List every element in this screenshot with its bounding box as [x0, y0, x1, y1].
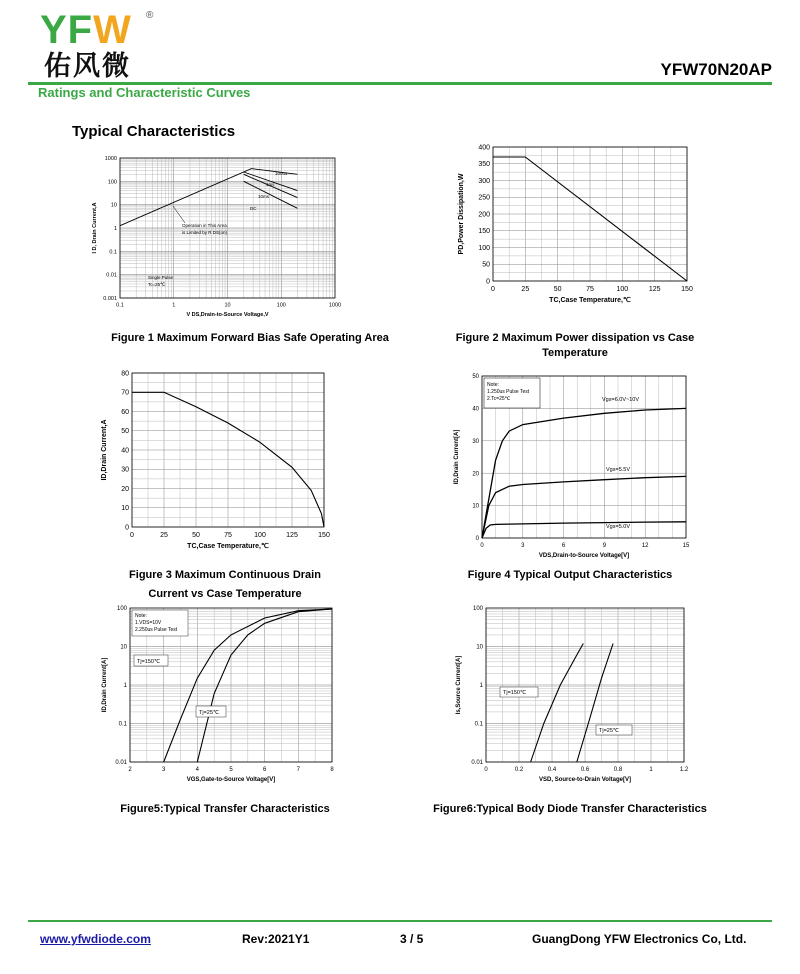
x-axis-label: TC,Case Temperature,℃ [187, 543, 269, 550]
x-tick-label: 0 [491, 286, 495, 293]
y-tick-label: 1000 [104, 155, 117, 162]
y-tick-label: 70 [121, 389, 129, 397]
x-tick-label: 100 [616, 286, 629, 293]
data-series-line [120, 169, 297, 226]
figure-4-chart [448, 368, 698, 568]
figure-5-chart [96, 602, 341, 787]
x-tick-label: 1000 [328, 302, 342, 309]
y-tick-label: 10 [472, 503, 479, 510]
x-tick-label: 4 [195, 767, 200, 773]
safe-operating-area-chart [70, 148, 370, 328]
y-tick-label: 1 [479, 683, 483, 690]
drain-current-vs-temperature-chart [96, 367, 336, 557]
curve-label: Tj=150℃ [137, 659, 161, 665]
power-dissipation-chart [445, 143, 705, 313]
x-tick-label: 6 [561, 543, 566, 549]
data-series-line [482, 522, 686, 538]
x-tick-label: 3 [521, 543, 525, 549]
x-tick-label: 25 [160, 532, 168, 539]
x-tick-label: 3 [161, 767, 166, 773]
data-series-line [482, 476, 686, 538]
section-title: Typical Characteristics [72, 123, 236, 140]
x-tick-label: 150 [681, 286, 693, 293]
y-axis-label: PD,Power Dissipation,W [458, 173, 465, 255]
registered-mark: ® [146, 10, 154, 21]
website-link[interactable]: www.yfwdiode.com [40, 932, 151, 946]
y-tick-label: 30 [121, 466, 129, 474]
figure-3-caption-line1: Figure 3 Maximum Continuous Drain [129, 569, 321, 581]
output-characteristics-chart [448, 368, 698, 568]
revision: Rev:2021Y1 [242, 932, 310, 946]
data-series-line [577, 644, 613, 763]
transfer-characteristics-chart [96, 602, 341, 787]
body-diode-chart [448, 602, 698, 787]
curve-label: Tj=25℃ [199, 710, 220, 716]
note-text: 1.VDS=10V [135, 620, 162, 626]
x-axis-label: VDS,Drain-to-Source Voltage[V] [538, 553, 630, 559]
curve-label: DC [250, 206, 257, 211]
x-tick-label: 125 [286, 532, 298, 539]
y-tick-label: 60 [121, 408, 129, 416]
part-number: YFW70N20AP [660, 60, 772, 79]
x-tick-label: 6 [262, 767, 267, 773]
x-tick-label: 1.2 [679, 767, 689, 773]
y-tick-label: 250 [478, 194, 490, 202]
curve-label: Tj=150℃ [503, 690, 527, 696]
y-tick-label: 0.01 [471, 760, 483, 767]
figure-4-caption: Figure 4 Typical Output Characteristics [467, 569, 673, 581]
y-tick-label: 0 [475, 536, 479, 543]
y-tick-label: 0.01 [106, 272, 117, 279]
website-link-wrap [40, 932, 151, 946]
footer-divider [28, 920, 772, 922]
figure-3-chart [96, 367, 336, 557]
y-tick-label: 80 [121, 370, 129, 378]
page-subtitle: Ratings and Characteristic Curves [38, 85, 251, 100]
y-tick-label: 0 [125, 524, 129, 532]
x-tick-label: 1 [172, 302, 176, 309]
company-logo [40, 8, 170, 82]
x-tick-label: 9 [602, 543, 607, 549]
x-tick-label: 15 [682, 543, 690, 549]
x-tick-label: 0.8 [613, 767, 623, 773]
y-tick-label: 10 [476, 644, 483, 651]
figure-5-caption: Figure5:Typical Transfer Characteristics [120, 803, 330, 815]
y-tick-label: 100 [472, 606, 483, 613]
x-tick-label: 50 [192, 532, 200, 539]
y-tick-label: 100 [107, 179, 117, 186]
annotation-text: Tc=25℃ [148, 282, 166, 287]
x-tick-label: 2 [128, 767, 132, 773]
y-tick-label: 10 [110, 202, 117, 209]
x-tick-label: 12 [641, 543, 649, 549]
x-tick-label: 75 [586, 286, 594, 293]
figure-2-chart [445, 143, 705, 313]
x-tick-label: 0.2 [514, 767, 524, 773]
y-tick-label: 350 [478, 161, 490, 169]
x-axis-label: VSD, Source-to-Drain Voltage[V] [539, 777, 631, 783]
y-tick-label: 0.1 [474, 721, 483, 728]
y-tick-label: 100 [116, 606, 127, 613]
note-text: 1.250us Pulse Test [487, 389, 530, 395]
x-tick-label: 0 [130, 532, 134, 539]
annotation-text: Single Pulse [148, 275, 174, 280]
note-text: 2.Tc=25℃ [487, 396, 511, 402]
y-tick-label: 0.01 [115, 760, 127, 767]
company-name: GuangDong YFW Electronics Co, Ltd. [532, 932, 747, 946]
figure-6-caption: Figure6:Typical Body Diode Transfer Characteristics [433, 803, 707, 815]
x-tick-label: 7 [296, 767, 301, 773]
y-tick-label: 0.1 [118, 721, 127, 728]
logo-chinese-name: 佑风微 [44, 51, 131, 82]
y-tick-label: 1 [123, 683, 127, 690]
curve-label: 1ms [266, 182, 275, 187]
y-tick-label: 30 [472, 438, 479, 445]
x-tick-label: 0.6 [580, 767, 590, 773]
y-tick-label: 20 [121, 485, 129, 493]
y-axis-label: ID,Drain Current,A [101, 419, 108, 481]
x-tick-label: 75 [224, 532, 232, 539]
y-tick-label: 1 [113, 225, 117, 232]
curve-label: 10ms [258, 194, 270, 199]
y-tick-label: 50 [482, 261, 490, 269]
logo-letters: YFW [40, 8, 132, 52]
curve-label: Vgs=6.0V~10V [602, 397, 640, 403]
x-tick-label: 5 [229, 767, 233, 773]
y-tick-label: 20 [472, 471, 479, 478]
x-tick-label: 0 [480, 543, 484, 549]
note-text: Note: [135, 613, 147, 619]
x-tick-label: 150 [318, 532, 330, 539]
x-tick-label: 25 [521, 286, 530, 293]
x-tick-label: 100 [254, 532, 266, 539]
y-tick-label: 0 [486, 278, 490, 286]
y-tick-label: 0.001 [103, 295, 117, 302]
x-tick-label: 1 [649, 767, 653, 773]
y-tick-label: 40 [121, 447, 129, 455]
data-series-line [531, 644, 584, 763]
x-tick-label: 100 [276, 302, 286, 309]
y-tick-label: 50 [472, 374, 479, 381]
curve-label: Vgs=5.0V [606, 524, 631, 530]
x-tick-label: 0 [484, 767, 488, 773]
y-tick-label: 0.1 [109, 249, 117, 256]
page-number: 3 / 5 [400, 932, 424, 946]
y-axis-label: Is,Source Current[A] [456, 655, 462, 715]
annotation-text: is Limited by R DS(on) [182, 230, 228, 235]
x-tick-label: 50 [553, 286, 562, 293]
note-text: 2.250us Pulse Test [135, 627, 178, 633]
x-tick-label: 8 [330, 767, 334, 773]
x-tick-label: 10 [224, 302, 231, 309]
y-tick-label: 100 [478, 244, 490, 252]
y-tick-label: 40 [472, 406, 479, 413]
x-tick-label: 125 [648, 286, 661, 293]
x-tick-label: 0.1 [116, 302, 124, 309]
curve-label: Vgs=5.5V [606, 467, 631, 473]
x-axis-label: VGS,Gate-to-Source Voltage[V] [186, 777, 276, 783]
figure-3-caption-line2: Current vs Case Temperature [148, 588, 302, 600]
y-axis-label: I D, Drain Current,A [92, 202, 98, 254]
y-tick-label: 300 [478, 177, 490, 185]
figure-6-chart [448, 602, 698, 787]
figure-2-caption: Figure 2 Maximum Power dissipation vs Case Temperature [455, 332, 695, 359]
note-text: Note: [487, 382, 499, 388]
figure-1-caption: Figure 1 Maximum Forward Bias Safe Operating Area [111, 332, 389, 344]
y-tick-label: 50 [121, 428, 129, 436]
y-axis-label: ID,Drain Current[A] [102, 657, 108, 713]
x-axis-label: V DS,Drain-to-Source Voltage,V [186, 312, 269, 318]
y-tick-label: 150 [478, 228, 490, 236]
y-tick-label: 10 [120, 644, 127, 651]
y-axis-label: ID,Drain Current[A] [454, 429, 460, 485]
figure-1-chart [70, 148, 370, 328]
x-tick-label: 0.4 [547, 767, 557, 773]
y-tick-label: 200 [478, 211, 490, 219]
annotation-pointer [173, 206, 185, 223]
y-tick-label: 10 [121, 505, 129, 513]
y-tick-label: 400 [478, 144, 490, 152]
curve-label: Tj=25℃ [599, 728, 620, 734]
curve-label: 100us [275, 171, 288, 176]
x-axis-label: TC,Case Temperature,℃ [549, 297, 631, 304]
annotation-text: Operation in This Area [182, 223, 227, 228]
